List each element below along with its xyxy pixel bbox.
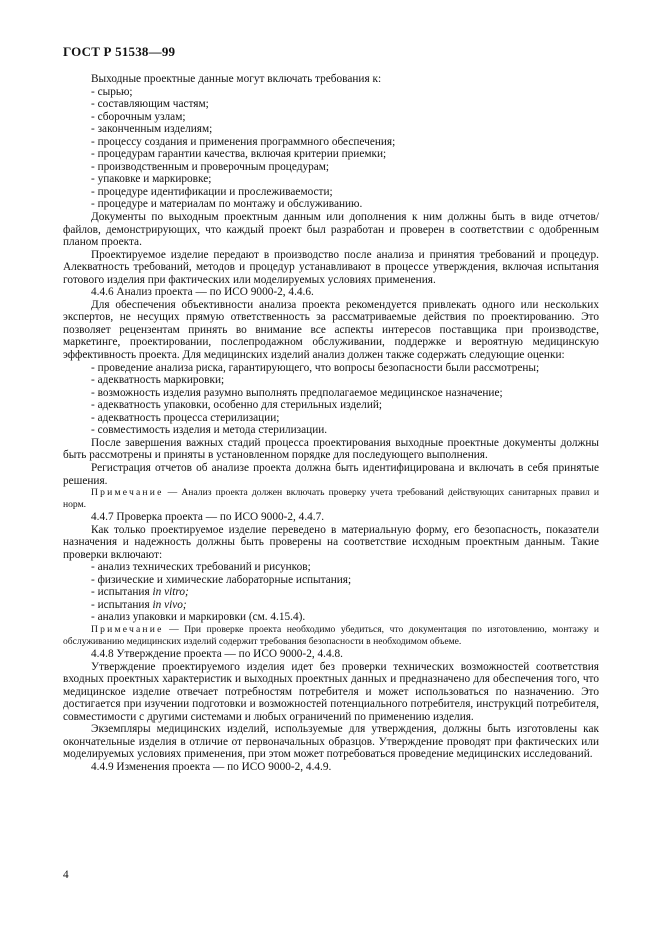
list-item: - законченным изделиям; — [91, 123, 213, 136]
list-item: - адекватность маркировки; — [91, 374, 225, 387]
section-heading-4-4-8: 4.4.8 Утверждение проекта — по ИСО 9000-2, 4.4.8. — [91, 647, 343, 660]
list-item-prefix: - испытания — [91, 586, 153, 599]
paragraph: После завершения важных стадий процесса проектирования выходные проектные документы должны быть рассмотрены и приняты в установленном порядке для последующего выполнения. — [63, 436, 599, 462]
list-item: - возможность изделия разумно выполнять предполагаемое медицинское назначение; — [91, 386, 503, 399]
list-item — [63, 586, 599, 599]
note-text: — При проверке проекта необходимо убедиться, что документация по изготовлению, монтажу и обслуживанию медицинских изделий содержит требования безопасности в необходимом объеме. — [63, 623, 599, 647]
list-item: - процедуре и материалам по монтажу и обслуживанию. — [91, 198, 363, 211]
section-heading-4-4-9: 4.4.9 Изменения проекта — по ИСО 9000-2, 4.4.9. — [91, 760, 332, 773]
intro-paragraph: Выходные проектные данные могут включать требования к: — [91, 73, 382, 85]
list-item: - анализ упаковки и маркировки (см. 4.15.4). — [91, 611, 306, 624]
list-item: - составляющим частям; — [91, 98, 209, 111]
latin-term: in vitro; — [152, 586, 189, 599]
list-item: - сырью; — [91, 85, 133, 98]
note-label: Примечание — [91, 487, 164, 499]
paragraph: Для обеспечения объективности анализа проекта рекомендуется привлекать одного или нескольких экспертов, не несущих прямую ответственность за рассматриваемые действия по проектированию. Это позволяет рецензентам принять во внимание все аспекты интересов поставщика при производстве, маркетинге, проектировании, послепродажном обслуживании, поддержке и вероятную медицинскую эффективность проекта. Для медицинских изделий анализ должен также содержать следующие оценки: — [63, 298, 599, 362]
list-item: - физические и химические лабораторные испытания; — [91, 573, 352, 586]
document-header: ГОСТ Р 51538—99 — [63, 44, 176, 59]
latin-term: in vivo; — [152, 598, 187, 611]
list-item: - упаковке и маркировке; — [91, 173, 212, 186]
section-heading-4-4-7: 4.4.7 Проверка проекта — по ИСО 9000-2, 4.4.7. — [91, 511, 325, 524]
list-item — [63, 599, 599, 612]
paragraph: Регистрация отчетов об анализе проекта должна быть идентифицирована и включать в себя принятые решения. — [63, 461, 599, 487]
note-label: Примечание — [91, 623, 164, 635]
list-item: - проведение анализа риска, гарантирующего, что вопросы безопасности были рассмотрены; — [91, 361, 540, 374]
list-item: - процедурам гарантии качества, включая критерии приемки; — [91, 148, 387, 161]
list-item: - совместимость изделия и метода стерилизации. — [91, 424, 328, 437]
list-item: - процедуре идентификации и прослеживаемости; — [91, 185, 333, 198]
paragraph: Экземпляры медицинских изделий, используемые для утверждения, должны быть изготовлены как окончательные изделия в отличие от первоначальных образцов. Утверждение проводят при фактических или моделируемых условиях применения, при этом может потребоваться проведение медицинских исследований. — [63, 723, 599, 761]
paragraph: Документы по выходным проектным данным или дополнения к ним должны быть в виде отчетов/файлов, демонстрирующих, что каждый проект был разработан и проверен в соответствии с одобренным планом проекта. — [63, 211, 599, 249]
list-item: - адекватность упаковки, особенно для стерильных изделий; — [91, 399, 383, 412]
list-item: - анализ технических требований и рисунков; — [91, 561, 311, 574]
list-item: - сборочным узлам; — [91, 110, 186, 123]
paragraph: Проектируемое изделие передают в производство после анализа и принятия требований и процедур. Алекватность требований, методов и процедур устанавливают в процессе утверждения, включая испытания готового изделия при фактических или моделируемых условиях применения. — [63, 248, 599, 286]
page-number: 4 — [63, 869, 69, 881]
list-item-prefix: - испытания — [91, 598, 153, 611]
note-text: — Анализ проекта должен включать проверку учета требований действующих санитарных правил и норм. — [63, 487, 599, 511]
document-body — [63, 73, 599, 773]
list-item: - адекватность процесса стерилизации; — [91, 411, 280, 424]
paragraph: Как только проектируемое изделие переведено в материальную форму, его безопасность, показатели назначения и надежность должны быть проверены на соответствие исходным проектным данным. Такие проверки включают: — [63, 523, 599, 561]
list-item: - производственным и проверочным процедурам; — [91, 160, 330, 173]
paragraph: Утверждение проектируемого изделия идет без проверки технических возможностей соответствия входных проектных характеристик и выходных проектных данных и предназначено для обеспечения того, что медицинское изделие отвечает потребностям потребителя и может использоваться по назначению. Это достигается при изучении подготовки и возможностей потенциального потребителя, инструкций потребителя, совместимости с другими системами и любых ограничений по применению изделия. — [63, 660, 599, 723]
note — [63, 487, 599, 511]
note — [63, 624, 599, 648]
section-heading-4-4-6: 4.4.6 Анализ проекта — по ИСО 9000-2, 4.4.6. — [91, 286, 314, 299]
list-item: - процессу создания и применения программного обеспечения; — [91, 135, 396, 148]
